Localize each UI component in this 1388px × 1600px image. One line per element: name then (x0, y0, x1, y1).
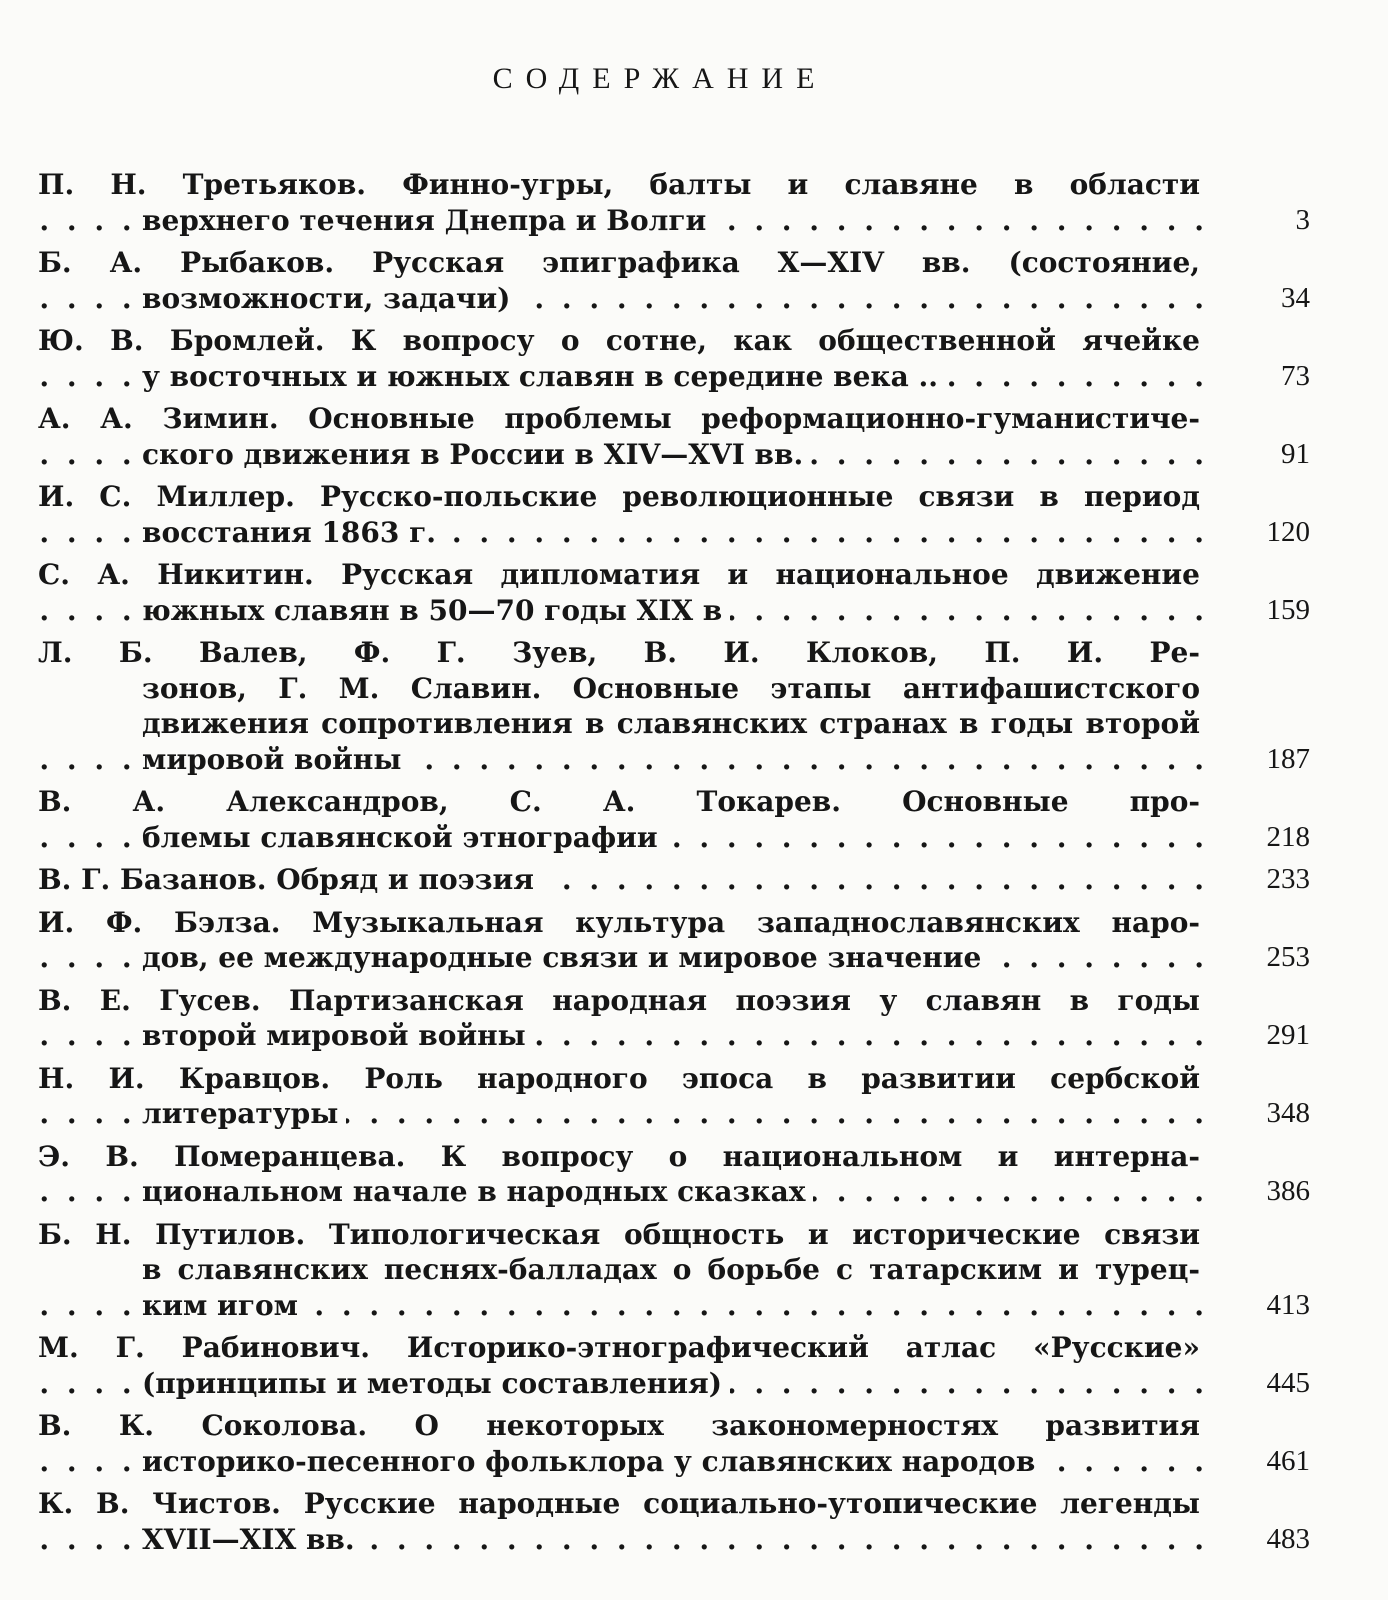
entry-spacer (38, 1557, 1328, 1564)
toc-entry-line (38, 245, 1208, 281)
toc-entry-text: мировой войны (142, 743, 409, 776)
entry-spacer (38, 394, 1328, 401)
toc-entry-last-line (38, 862, 1208, 898)
toc-entry-last-line (38, 359, 1208, 395)
toc-entry-last-line (38, 281, 1208, 317)
entry-spacer (38, 777, 1328, 784)
entry-spacer (38, 550, 1328, 557)
toc-entry (38, 167, 1328, 238)
toc-entry-text: А. А. Зимин. Основные проблемы реформационно-гуманистиче- (38, 402, 1208, 435)
toc-entry-text: (принципы и методы составления) (142, 1367, 730, 1400)
toc-entry-last-line (38, 1366, 1208, 1402)
entry-spacer (38, 316, 1328, 323)
toc-entry-text: И. С. Миллер. Русско-польские революционные связи в период (38, 480, 1208, 513)
toc-entry-text: М. Г. Рабинович. Историко-этнографический атлас «Русские» (38, 1331, 1208, 1364)
entry-spacer (38, 1323, 1328, 1330)
toc-page-number: 291 (1266, 1019, 1310, 1051)
toc-entry-line (38, 784, 1208, 820)
toc-entry-last-line (38, 1522, 1208, 1558)
toc-entry-text: блемы славянской этнографии (142, 821, 666, 854)
toc-page-number: 3 (1295, 203, 1310, 236)
toc-page-number: 34 (1281, 281, 1310, 314)
toc-entry (38, 479, 1328, 550)
toc-entry-line (38, 1330, 1208, 1366)
toc-entry-text: П. Н. Третьяков. Финно-угры, балты и славяне в области (38, 168, 1208, 201)
toc-entry-line (38, 1217, 1208, 1253)
toc-entry-last-line (38, 742, 1208, 778)
toc-entry-line (38, 983, 1208, 1019)
toc-entry-text: В. К. Соколова. О некоторых закономерностях развития (38, 1409, 1208, 1442)
toc-entry-text: дов, ее международные связи и мировое значение (142, 941, 989, 974)
toc-page-number: 120 (1266, 515, 1310, 548)
toc-entry-text: В. А. Александров, С. А. Токарев. Основные про- (38, 785, 1208, 818)
page-title: СОДЕРЖАНИЕ (492, 62, 828, 95)
toc-entry-last-line (38, 1444, 1208, 1480)
toc-entry-text: в славянских песнях-балладах о борьбе с татарским и турец- (142, 1253, 1208, 1286)
toc-entry-last-line (38, 1018, 1208, 1054)
toc-entry (38, 1330, 1328, 1401)
toc-page-number: 386 (1266, 1175, 1310, 1207)
toc-entry-last-line (38, 593, 1208, 629)
entry-spacer (38, 976, 1328, 983)
toc-entry-line (38, 905, 1208, 941)
toc-entry-last-line (38, 1096, 1208, 1132)
toc-entry-last-line (38, 515, 1208, 551)
toc-entry-text: южных славян в 50—70 годы XIX в (142, 594, 730, 627)
entry-spacer (38, 1401, 1328, 1408)
entry-spacer (38, 1210, 1328, 1217)
toc-entry-text: К. В. Чистов. Русские народные социально-утопические легенды (38, 1487, 1208, 1520)
entry-spacer (38, 238, 1328, 245)
toc-entry-last-line (38, 1174, 1208, 1210)
toc-entry-text: Л. Б. Валев, Ф. Г. Зуев, В. И. Клоков, П. И. Ре- (38, 636, 1208, 669)
toc-entry-line (38, 671, 1208, 707)
toc-entry-last-line (38, 820, 1208, 856)
toc-entry (38, 1217, 1328, 1324)
entry-spacer (38, 855, 1328, 862)
toc-entry-text: Б. Н. Путилов. Типологическая общность и исторические связи (38, 1218, 1208, 1251)
toc-entry (38, 245, 1328, 316)
toc-entry-line (38, 1252, 1208, 1288)
toc-page-number: 445 (1266, 1366, 1310, 1399)
toc-entry (38, 557, 1328, 628)
entry-spacer (38, 1054, 1328, 1061)
toc-entry-line (38, 479, 1208, 515)
toc-page-number: 187 (1266, 742, 1310, 775)
toc-entry-text: движения сопротивления в славянских странах в годы второй (142, 707, 1208, 740)
table-of-contents (38, 167, 1328, 1564)
toc-page-number: 253 (1266, 941, 1310, 973)
toc-entry (38, 983, 1328, 1054)
toc-entry (38, 784, 1328, 855)
toc-entry-text: возможности, задачи) (142, 282, 518, 315)
toc-entry-text: В. Г. Базанов. Обряд и поэзия (38, 863, 542, 896)
toc-entry-line (38, 1061, 1208, 1097)
toc-entry (38, 1408, 1328, 1479)
toc-entry (38, 862, 1328, 898)
toc-entry (38, 1139, 1328, 1210)
entry-spacer (38, 472, 1328, 479)
toc-entry-line (38, 706, 1208, 742)
toc-entry (38, 905, 1328, 976)
toc-entry-line (38, 323, 1208, 359)
toc-entry (38, 1486, 1328, 1557)
toc-page-number: 483 (1266, 1522, 1310, 1555)
toc-entry-last-line (38, 203, 1208, 239)
toc-page-number: 461 (1266, 1444, 1310, 1477)
toc-entry-text: В. Е. Гусев. Партизанская народная поэзия у славян в годы (38, 984, 1208, 1017)
toc-entry-line (38, 1408, 1208, 1444)
toc-entry-text: ким игом (142, 1289, 306, 1322)
toc-page-number: 91 (1281, 437, 1310, 470)
entry-spacer (38, 1479, 1328, 1486)
toc-page-number: 233 (1266, 863, 1310, 895)
toc-entry (38, 635, 1328, 777)
toc-entry-text: у восточных и южных славян в середине века .. (142, 360, 946, 393)
toc-entry-text: ского движения в России в XIV—XVI вв. (142, 438, 811, 471)
toc-entry-text: второй мировой войны (142, 1019, 534, 1052)
toc-page-number: 348 (1266, 1097, 1310, 1129)
toc-entry-text: Н. И. Кравцов. Роль народного эпоса в развитии сербской (38, 1062, 1208, 1095)
toc-entry-line (38, 557, 1208, 593)
toc-entry-text: Ю. В. Бромлей. К вопросу о сотне, как общественной ячейке (38, 324, 1208, 357)
toc-entry-text: XVII—XIX вв. (142, 1523, 363, 1556)
toc-entry-line (38, 1486, 1208, 1522)
entry-spacer (38, 1132, 1328, 1139)
toc-page-number: 413 (1266, 1288, 1310, 1321)
toc-entry (38, 323, 1328, 394)
toc-entry-last-line (38, 940, 1208, 976)
toc-entry-text: зонов, Г. М. Славин. Основные этапы антифашистского (142, 672, 1208, 705)
toc-page-number: 73 (1281, 359, 1310, 392)
toc-entry-text: С. А. Никитин. Русская дипломатия и национальное движение (38, 558, 1208, 591)
toc-entry-text: циональном начале в народных сказках (142, 1175, 813, 1208)
toc-entry (38, 401, 1328, 472)
toc-entry-last-line (38, 437, 1208, 473)
toc-entry-line (38, 1139, 1208, 1175)
toc-entry (38, 1061, 1328, 1132)
toc-entry-last-line (38, 1288, 1208, 1324)
entry-spacer (38, 628, 1328, 635)
toc-entry-text: Б. А. Рыбаков. Русская эпиграфика X—XIV вв. (состояние, (38, 246, 1208, 279)
toc-entry-text: Э. В. Померанцева. К вопросу о национальном и интерна- (38, 1140, 1208, 1173)
toc-page-number: 159 (1266, 593, 1310, 626)
toc-entry-line (38, 401, 1208, 437)
toc-entry-text: верхнего течения Днепра и Волги (142, 204, 714, 237)
toc-entry-line (38, 167, 1208, 203)
toc-entry-text: И. Ф. Бэлза. Музыкальная культура западнославянских наро- (38, 906, 1208, 939)
entry-spacer (38, 898, 1328, 905)
toc-entry-text: литературы (142, 1097, 346, 1130)
toc-entry-line (38, 635, 1208, 671)
toc-entry-text: историко-песенного фольклора у славянских народов (142, 1445, 1043, 1478)
toc-entry-text: восстания 1863 г. (142, 516, 444, 549)
toc-page-number: 218 (1266, 820, 1310, 853)
